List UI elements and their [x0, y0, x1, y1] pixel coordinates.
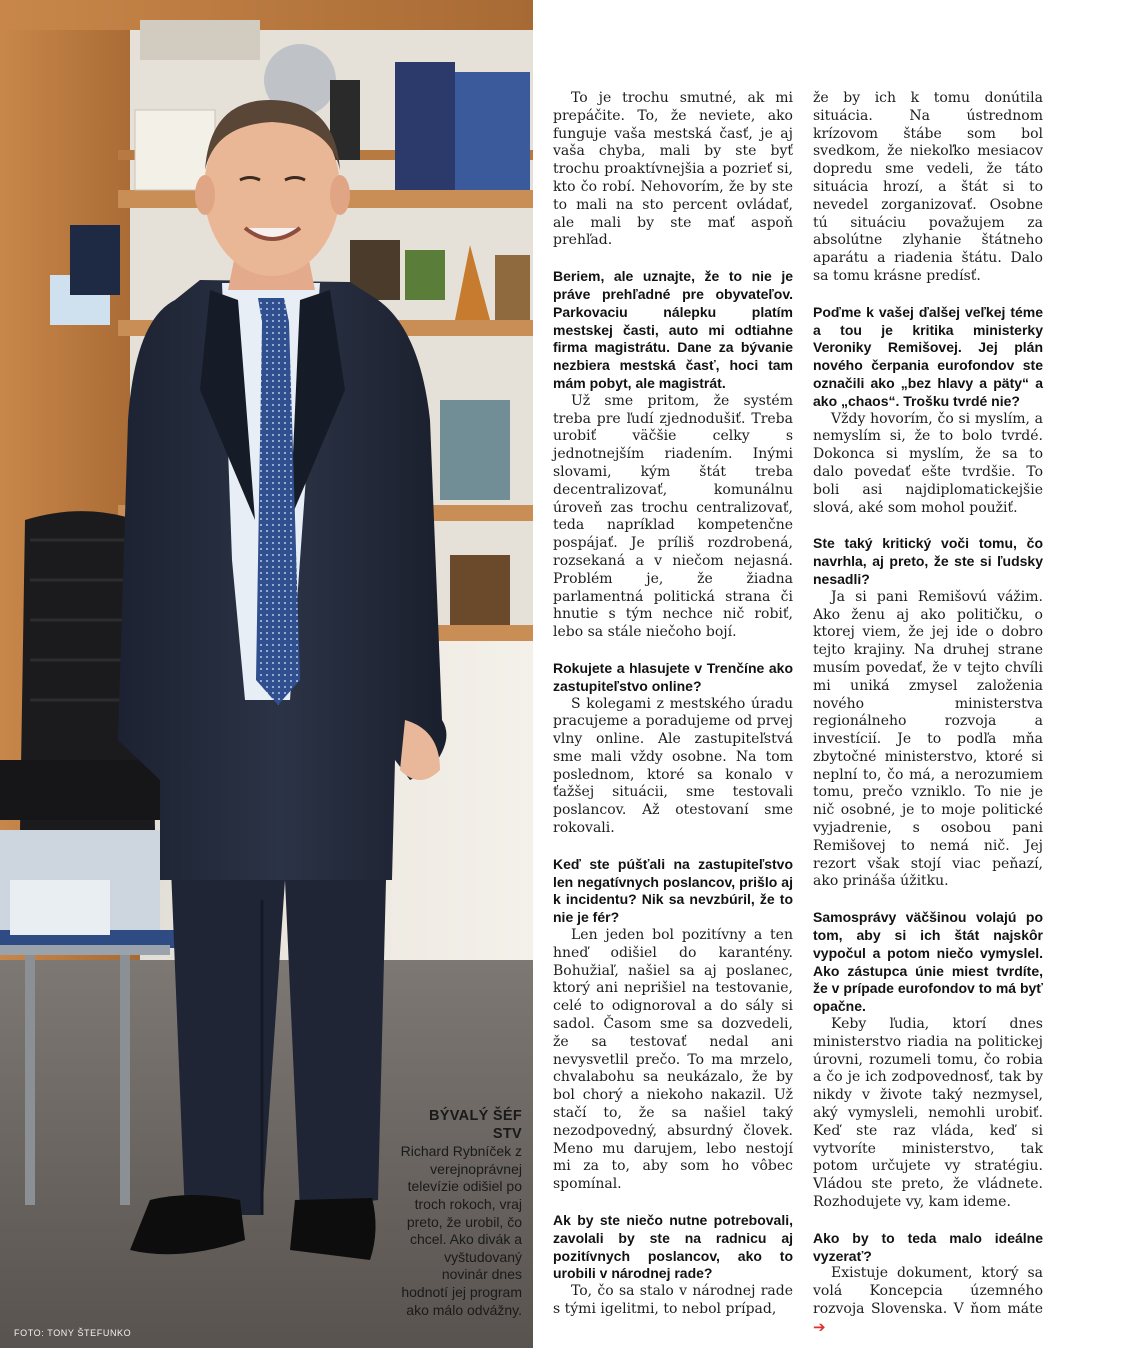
- continue-arrow-icon: ➔: [813, 1317, 826, 1336]
- interview-question: Ste taký kritický voči tomu, čo navrhla, aj preto, že ste si ľudsky nesadli?: [813, 535, 1043, 587]
- answer-paragraph: Keby ľudia, ktorí dnes ministerstvo riadia na politickej úrovni, rozumeli tomu, čo robia a čo je ich zodpovednosť, tak by nikdy v živote taký nezmysel, aký vymysleli, nemohli urobiť. Keď ste raz vláda, keď si vytvoríte ministerstvo, tak potom určujete vy stratégiu. Vládou ste preto, že vládnete. Rozhodujete vy, kam ideme.: [813, 1016, 1043, 1211]
- interview-question: Samosprávy väčšinou volajú po tom, aby si ich štát najskôr vypočul a potom niečo vymyslel. Ako zástupca únie miest tvrdíte, že v prípade eurofondov to má byť opačne.: [813, 909, 1043, 1015]
- answer-paragraph: To, čo sa stalo v národnej rade s tými igelitmi, to nebol prípad,: [553, 1283, 793, 1317]
- answer-paragraph: Vždy hovorím, čo si myslím, a nemyslím si, že to bolo tvrdé. Dokonca si myslím, že sa to dalo povedať ešte tvrdšie. To boli asi najdiplomatickejšie slová, aké som mohol použiť.: [813, 410, 1043, 516]
- answer-text: Existuje dokument, ktorý sa volá Koncepcia územného rozvoja Slovenska. V ňom máte: [813, 1265, 1043, 1317]
- photo-caption: [396, 1108, 522, 1319]
- caption-title: BÝVALÝ ŠÉF STV: [429, 1108, 522, 1142]
- article-column-2: [813, 90, 1043, 1338]
- interview-question: Rokujete a hlasujete v Trenčíne ako zastupiteľstvo online?: [553, 659, 793, 694]
- answer-paragraph: [813, 1265, 1043, 1337]
- interview-question: Ak by ste niečo nutne potrebovali, zavolali by ste na radnicu aj pozitívnych poslancov, ako to urobili v národnej rade?: [553, 1212, 793, 1282]
- answer-paragraph: S kolegami z mestského úradu pracujeme a poradujeme od prvej vlny online. Ale zastupiteľstvá sme mali vždy osobne. Na tom poslednom, ktoré sa konalo v ťažšej situácii, sme testovali poslancov. Až otestovaní sme rokovali.: [553, 695, 793, 837]
- interview-question: Keď ste púšťali na zastupiteľstvo len negatívnych poslancov, prišlo aj k incidentu? Nik sa nevzbúril, že to nie je fér?: [553, 855, 793, 926]
- portrait-photo: [0, 0, 533, 1348]
- photo-credit: FOTO: TONY ŠTEFUNKO: [14, 1328, 132, 1338]
- answer-paragraph: To je trochu smutné, ak mi prepáčite. To, že neviete, ako funguje vaša mestská časť, je aj vaša chyba, mali by ste byť trochu proaktívnejšia a pozrieť si, kto čo robí. Nehovorím, že by ste to mali na sto percent ovládať, ale mali by ste mať aspoň prehľad.: [553, 90, 793, 249]
- answer-continuation: že by ich k tomu donútila situácia. Na ústrednom krízovom štábe som bol svedkom, že niekoľko mesiacov dopredu sme vedeli, že táto situácia hrozí, a štát si to nevedel zorganizovať. Osobne tú situáciu považujem za absolútne zlyhanie štátneho aparátu a riadenia štátu. Dalo sa tomu krásne predísť.: [813, 90, 1043, 284]
- interview-question: Poďme k vašej ďalšej veľkej téme a tou je kritika ministerky Veroniky Remišovej. Jej plán nového čerpania eurofondov ste označili ako „bez hlavy a päty“ a ako „chaos“. Trošku tvrdé nie?: [813, 303, 1043, 409]
- caption-text: Richard Rybníček z verejnoprávnej televízie odišiel po troch rokoch, vraj preto, že urobil, čo chcel. Ako divák a vyštudovaný novinár dnes hodnotí jej program ako málo odvážny.: [400, 1143, 522, 1318]
- interview-question: Ako by to teda malo ideálne vyzerať?: [813, 1229, 1043, 1264]
- answer-paragraph: Už sme pritom, že systém treba pre ľudí zjednodušiť. Treba urobiť väčšie celky s jednotnejším riadením. Inými slovami, kým štát treba decentralizovať, komunálnu úroveň zas trochu centralizovať, teda napríklad kompetenčne pospájať. Je príliš rozdrobená, rozsekaná a v niečom nejasná. Problém je, že žiadna parlamentná politická strana či hnutie s tým nechce nič robiť, lebo sa stále niečoho bojí.: [553, 392, 793, 641]
- interview-question: Beriem, ale uznajte, že to nie je práve prehľadné pre obyvateľov. Parkovaciu nálepku platím mestskej časti, auto mi odtiahne firma magistrátu. Dane za bývanie nezbiera mestská časť, hoci tam mám pobyt, ale magistrát.: [553, 268, 793, 391]
- answer-paragraph: Ja si pani Remišovú vážim. Ako ženu aj ako političku, o ktorej viem, že jej ide o dobro tejto krajiny. Na druhej strane musím povedať, že v tejto chvíli mi uniká zmysel založenia nového ministerstva regionálneho rozvoja a investícií. Je to podľa mňa zbytočné ministerstvo, ktoré si neplní to, čo má, a nerozumiem tomu, prečo vzniklo. To nie je nič osobné, je to moje politické vyjadrenie, s osobou pani Remišovej to nemá nič. Jej rezort však stojí viac peňazí, ako prináša úžitku.: [813, 588, 1043, 890]
- article-column-1: [553, 90, 793, 1319]
- answer-paragraph: Len jeden bol pozitívny a ten hneď odišiel do karantény. Bohužiaľ, našiel sa aj poslanec, ktorý ani neprišiel na testovanie, celé to odignoroval a do sály si sadol. Časom sme sa dozvedeli, že sa testovať nedal ani nevysvetlil prečo. To ma mrzelo, chvalabohu sa neukázalo, že by bol chorý a niekoho nakazil. Už stačí to, že sa našiel taký nezodpovedný, absurdný človek. Meno mu darujem, lebo nestojí mi za to, aby som ho vôbec spomínal.: [553, 927, 793, 1193]
